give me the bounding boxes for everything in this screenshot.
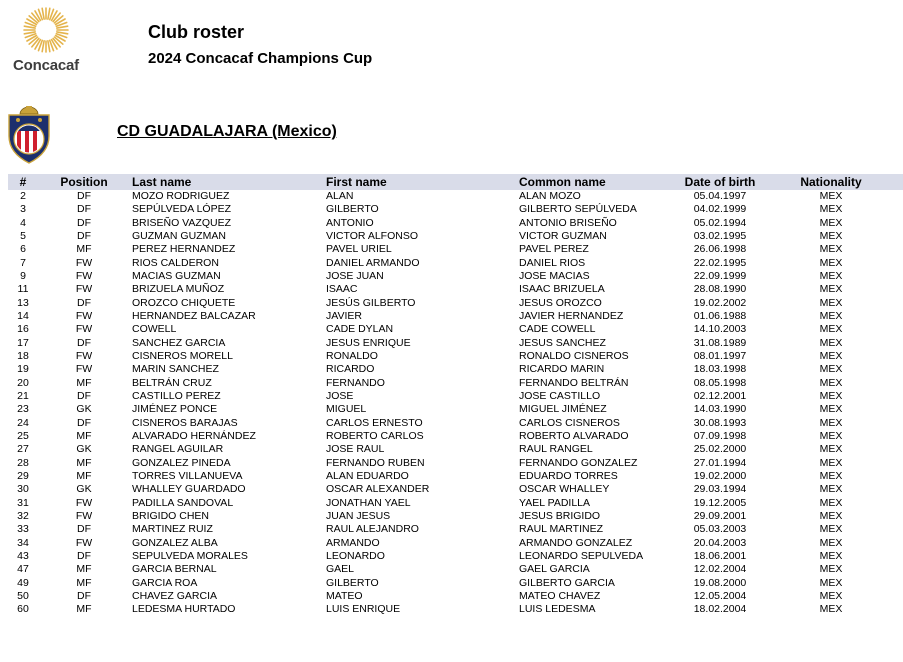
player-first-name: FERNANDO xyxy=(326,376,385,389)
player-nationality: MEX xyxy=(819,589,843,602)
player-position: MF xyxy=(76,456,92,469)
player-nationality: MEX xyxy=(819,269,843,282)
player-nationality: MEX xyxy=(819,576,843,589)
player-number: 23 xyxy=(17,403,29,416)
player-number: 4 xyxy=(20,216,26,229)
page-title: Club roster xyxy=(148,22,245,42)
player-position: DF xyxy=(77,549,91,562)
column-header-last-name: Last name xyxy=(132,175,192,189)
sun-ray xyxy=(57,32,68,34)
player-date-of-birth: 31.08.1989 xyxy=(693,336,747,349)
player-number: 25 xyxy=(17,429,29,442)
player-nationality: MEX xyxy=(819,416,843,429)
table-row xyxy=(8,337,903,350)
player-nationality: MEX xyxy=(819,296,843,309)
player-last-name: LEDESMA HURTADO xyxy=(132,603,236,616)
player-nationality: MEX xyxy=(819,376,843,389)
player-last-name: CHAVEZ GARCIA xyxy=(132,589,217,602)
player-first-name: MATEO xyxy=(326,589,363,602)
sun-ray xyxy=(42,8,44,19)
player-nationality: MEX xyxy=(819,496,843,509)
player-first-name: RAUL ALEJANDRO xyxy=(326,523,419,536)
player-position: DF xyxy=(77,416,91,429)
player-position: FW xyxy=(75,283,93,296)
sun-ray xyxy=(57,26,68,28)
player-first-name: CARLOS ERNESTO xyxy=(326,416,423,429)
player-common-name: CADE COWELL xyxy=(519,323,596,336)
player-number: 24 xyxy=(17,416,29,429)
player-date-of-birth: 07.09.1998 xyxy=(693,429,747,442)
player-common-name: JOSE CASTILLO xyxy=(519,389,601,402)
player-number: 47 xyxy=(17,563,29,576)
concacaf-logo xyxy=(6,6,86,74)
table-row xyxy=(8,537,903,550)
player-last-name: SEPULVEDA MORALES xyxy=(132,549,248,562)
player-date-of-birth: 27.01.1994 xyxy=(693,456,747,469)
player-last-name: HERNANDEZ BALCAZAR xyxy=(132,309,256,322)
player-nationality: MEX xyxy=(819,283,843,296)
player-nationality: MEX xyxy=(819,443,843,456)
player-nationality: MEX xyxy=(819,216,843,229)
player-common-name: JESUS BRIGIDO xyxy=(519,509,601,522)
player-last-name: OROZCO CHIQUETE xyxy=(132,296,236,309)
sun-ray xyxy=(42,41,44,52)
player-last-name: MARIN SANCHEZ xyxy=(132,363,219,376)
player-position: DF xyxy=(77,296,91,309)
player-last-name: SANCHEZ GARCIA xyxy=(132,336,226,349)
player-date-of-birth: 08.05.1998 xyxy=(693,376,747,389)
player-common-name: VICTOR GUZMAN xyxy=(519,229,607,242)
player-first-name: PAVEL URIEL xyxy=(326,243,392,256)
player-number: 5 xyxy=(20,229,26,242)
player-date-of-birth: 29.09.2001 xyxy=(693,509,747,522)
player-first-name: ROBERTO CARLOS xyxy=(326,429,424,442)
table-row xyxy=(8,470,903,483)
column-header-position: Position xyxy=(60,175,108,189)
table-row xyxy=(8,430,903,443)
player-number: 20 xyxy=(17,376,29,389)
table-row xyxy=(8,603,903,616)
player-first-name: JUAN JESUS xyxy=(326,509,391,522)
player-common-name: ARMANDO GONZALEZ xyxy=(519,536,633,549)
player-last-name: BRISEÑO VAZQUEZ xyxy=(132,216,231,229)
player-position: FW xyxy=(75,536,93,549)
player-first-name: GILBERTO xyxy=(326,576,379,589)
player-date-of-birth: 18.06.2001 xyxy=(693,549,747,562)
player-number: 21 xyxy=(17,389,29,402)
player-common-name: ALAN MOZO xyxy=(519,190,581,202)
player-first-name: OSCAR ALEXANDER xyxy=(326,483,430,496)
player-position: FW xyxy=(75,323,93,336)
chivas-crest-icon xyxy=(6,106,52,169)
column-header-date-of-birth: Date of birth xyxy=(684,175,756,189)
player-number: 50 xyxy=(17,589,29,602)
sun-ray xyxy=(48,41,50,52)
player-common-name: JOSE MACIAS xyxy=(519,269,590,282)
player-position: MF xyxy=(76,469,92,482)
player-number: 49 xyxy=(17,576,29,589)
player-first-name: JONATHAN YAEL xyxy=(326,496,411,509)
player-number: 13 xyxy=(17,296,29,309)
player-nationality: MEX xyxy=(819,509,843,522)
player-nationality: MEX xyxy=(819,309,843,322)
player-first-name: ANTONIO xyxy=(326,216,374,229)
player-position: MF xyxy=(76,243,92,256)
player-common-name: GAEL GARCIA xyxy=(519,563,590,576)
club-name: CD GUADALAJARA (Mexico) xyxy=(117,123,337,140)
player-last-name: JIMÉNEZ PONCE xyxy=(132,403,218,416)
player-number: 9 xyxy=(20,269,26,282)
player-date-of-birth: 19.02.2002 xyxy=(693,296,747,309)
player-nationality: MEX xyxy=(819,563,843,576)
table-row xyxy=(8,550,903,563)
player-number: 14 xyxy=(17,309,29,322)
player-date-of-birth: 18.03.1998 xyxy=(693,363,747,376)
player-position: DF xyxy=(77,336,91,349)
player-position: GK xyxy=(76,483,92,496)
player-number: 27 xyxy=(17,443,29,456)
column-header-number: # xyxy=(19,175,27,189)
player-last-name: MARTINEZ RUIZ xyxy=(132,523,213,536)
player-date-of-birth: 28.08.1990 xyxy=(693,283,747,296)
player-date-of-birth: 20.04.2003 xyxy=(693,536,747,549)
player-number: 2 xyxy=(20,190,26,202)
player-common-name: MIGUEL JIMÉNEZ xyxy=(519,403,607,416)
table-row xyxy=(8,563,903,576)
player-common-name: RAUL RANGEL xyxy=(519,443,593,456)
player-first-name: VICTOR ALFONSO xyxy=(326,229,418,242)
table-row xyxy=(8,443,903,456)
player-last-name: GUZMAN GUZMAN xyxy=(132,229,226,242)
player-common-name: OSCAR WHALLEY xyxy=(519,483,610,496)
column-header-common-name: Common name xyxy=(519,175,606,189)
player-last-name: SEPÚLVEDA LÓPEZ xyxy=(132,203,232,216)
player-nationality: MEX xyxy=(819,483,843,496)
player-date-of-birth: 26.06.1998 xyxy=(693,243,747,256)
player-date-of-birth: 05.04.1997 xyxy=(693,190,747,202)
player-number: 43 xyxy=(17,549,29,562)
table-row xyxy=(8,310,903,323)
player-nationality: MEX xyxy=(819,469,843,482)
player-nationality: MEX xyxy=(819,190,843,202)
player-date-of-birth: 08.01.1997 xyxy=(693,349,747,362)
table-row xyxy=(8,457,903,470)
player-position: MF xyxy=(76,376,92,389)
player-number: 29 xyxy=(17,469,29,482)
player-common-name: GILBERTO GARCIA xyxy=(519,576,615,589)
roster-table-header xyxy=(8,174,903,190)
sun-ray xyxy=(48,8,50,19)
player-nationality: MEX xyxy=(819,603,843,616)
player-position: MF xyxy=(76,576,92,589)
concacaf-sun-icon xyxy=(22,6,70,54)
player-number: 17 xyxy=(17,336,29,349)
player-first-name: JOSE RAUL xyxy=(326,443,385,456)
table-row xyxy=(8,403,903,416)
player-first-name: CADE DYLAN xyxy=(326,323,394,336)
player-nationality: MEX xyxy=(819,536,843,549)
player-position: DF xyxy=(77,389,91,402)
player-last-name: GONZALEZ PINEDA xyxy=(132,456,231,469)
player-number: 34 xyxy=(17,536,29,549)
player-nationality: MEX xyxy=(819,229,843,242)
player-last-name: ALVARADO HERNÁNDEZ xyxy=(132,429,256,442)
table-row xyxy=(8,377,903,390)
player-date-of-birth: 14.03.1990 xyxy=(693,403,747,416)
player-date-of-birth: 25.02.2000 xyxy=(693,443,747,456)
player-last-name: MACIAS GUZMAN xyxy=(132,269,221,282)
player-number: 30 xyxy=(17,483,29,496)
table-row xyxy=(8,417,903,430)
player-date-of-birth: 01.06.1988 xyxy=(693,309,747,322)
table-row xyxy=(8,190,903,203)
player-first-name: RICARDO xyxy=(326,363,375,376)
player-nationality: MEX xyxy=(819,403,843,416)
player-position: DF xyxy=(77,229,91,242)
player-common-name: RONALDO CISNEROS xyxy=(519,349,629,362)
player-first-name: JOSE JUAN xyxy=(326,269,384,282)
player-position: MF xyxy=(76,429,92,442)
player-last-name: TORRES VILLANUEVA xyxy=(132,469,243,482)
player-date-of-birth: 04.02.1999 xyxy=(693,203,747,216)
player-nationality: MEX xyxy=(819,256,843,269)
player-number: 3 xyxy=(20,203,26,216)
player-common-name: RICARDO MARIN xyxy=(519,363,605,376)
table-row xyxy=(8,323,903,336)
table-row xyxy=(8,523,903,536)
player-last-name: CISNEROS BARAJAS xyxy=(132,416,238,429)
player-last-name: WHALLEY GUARDADO xyxy=(132,483,246,496)
table-row xyxy=(8,297,903,310)
player-position: MF xyxy=(76,603,92,616)
player-common-name: ISAAC BRIZUELA xyxy=(519,283,605,296)
player-number: 16 xyxy=(17,323,29,336)
sun-ray xyxy=(24,32,35,34)
player-common-name: ROBERTO ALVARADO xyxy=(519,429,629,442)
player-nationality: MEX xyxy=(819,323,843,336)
player-date-of-birth: 14.10.2003 xyxy=(693,323,747,336)
column-header-nationality: Nationality xyxy=(800,175,862,189)
player-last-name: GONZALEZ ALBA xyxy=(132,536,218,549)
player-position: GK xyxy=(76,443,92,456)
player-number: 31 xyxy=(17,496,29,509)
player-position: DF xyxy=(77,203,91,216)
player-date-of-birth: 22.09.1999 xyxy=(693,269,747,282)
player-common-name: EDUARDO TORRES xyxy=(519,469,618,482)
player-nationality: MEX xyxy=(819,363,843,376)
player-first-name: FERNANDO RUBEN xyxy=(326,456,425,469)
table-row xyxy=(8,350,903,363)
player-date-of-birth: 22.02.1995 xyxy=(693,256,747,269)
player-position: FW xyxy=(75,269,93,282)
player-position: FW xyxy=(75,363,93,376)
player-position: FW xyxy=(75,496,93,509)
player-date-of-birth: 29.03.1994 xyxy=(693,483,747,496)
player-last-name: MOZO RODRIGUEZ xyxy=(132,190,230,202)
player-common-name: LEONARDO SEPULVEDA xyxy=(519,549,644,562)
player-nationality: MEX xyxy=(819,203,843,216)
table-row xyxy=(8,243,903,256)
table-row xyxy=(8,577,903,590)
player-first-name: MIGUEL xyxy=(326,403,367,416)
player-first-name: ALAN EDUARDO xyxy=(326,469,409,482)
table-row xyxy=(8,497,903,510)
table-row xyxy=(8,270,903,283)
player-date-of-birth: 19.08.2000 xyxy=(693,576,747,589)
player-first-name: GAEL xyxy=(326,563,355,576)
page-subtitle: 2024 Concacaf Champions Cup xyxy=(148,50,373,67)
player-first-name: ARMANDO xyxy=(326,536,380,549)
player-common-name: YAEL PADILLA xyxy=(519,496,591,509)
player-number: 6 xyxy=(20,243,26,256)
player-last-name: CASTILLO PEREZ xyxy=(132,389,221,402)
player-first-name: JESUS ENRIQUE xyxy=(326,336,411,349)
player-last-name: CISNEROS MORELL xyxy=(132,349,233,362)
player-nationality: MEX xyxy=(819,243,843,256)
player-last-name: GARCIA ROA xyxy=(132,576,198,589)
table-row xyxy=(8,590,903,603)
player-number: 60 xyxy=(17,603,29,616)
player-date-of-birth: 03.02.1995 xyxy=(693,229,747,242)
player-common-name: MATEO CHAVEZ xyxy=(519,589,601,602)
player-position: DF xyxy=(77,190,91,202)
player-common-name: CARLOS CISNEROS xyxy=(519,416,620,429)
player-first-name: RONALDO xyxy=(326,349,378,362)
player-date-of-birth: 19.02.2000 xyxy=(693,469,747,482)
player-common-name: JESUS SANCHEZ xyxy=(519,336,606,349)
sun-ray xyxy=(24,26,35,28)
player-common-name: LUIS LEDESMA xyxy=(519,603,596,616)
player-number: 18 xyxy=(17,349,29,362)
player-date-of-birth: 18.02.2004 xyxy=(693,603,747,616)
player-last-name: RANGEL AGUILAR xyxy=(132,443,224,456)
player-position: FW xyxy=(75,256,93,269)
player-first-name: LUIS ENRIQUE xyxy=(326,603,401,616)
player-number: 7 xyxy=(20,256,26,269)
player-last-name: GARCIA BERNAL xyxy=(132,563,217,576)
player-first-name: LEONARDO xyxy=(326,549,385,562)
player-position: DF xyxy=(77,523,91,536)
player-date-of-birth: 30.08.1993 xyxy=(693,416,747,429)
player-first-name: DANIEL ARMANDO xyxy=(326,256,420,269)
player-last-name: PADILLA SANDOVAL xyxy=(132,496,234,509)
player-position: MF xyxy=(76,563,92,576)
player-date-of-birth: 19.12.2005 xyxy=(693,496,747,509)
roster-table-body xyxy=(8,190,903,617)
player-common-name: ANTONIO BRISEÑO xyxy=(519,216,617,229)
player-number: 32 xyxy=(17,509,29,522)
player-number: 19 xyxy=(17,363,29,376)
player-common-name: PAVEL PEREZ xyxy=(519,243,589,256)
player-first-name: ALAN xyxy=(326,190,354,202)
table-row xyxy=(8,257,903,270)
player-common-name: JAVIER HERNANDEZ xyxy=(519,309,624,322)
player-date-of-birth: 05.03.2003 xyxy=(693,523,747,536)
player-common-name: GILBERTO SEPÚLVEDA xyxy=(519,203,637,216)
player-nationality: MEX xyxy=(819,523,843,536)
player-number: 28 xyxy=(17,456,29,469)
player-date-of-birth: 02.12.2001 xyxy=(693,389,747,402)
player-last-name: BRIZUELA MUÑOZ xyxy=(132,283,225,296)
player-position: FW xyxy=(75,509,93,522)
player-position: FW xyxy=(75,349,93,362)
player-date-of-birth: 12.05.2004 xyxy=(693,589,747,602)
player-common-name: RAUL MARTINEZ xyxy=(519,523,604,536)
table-row xyxy=(8,203,903,216)
player-position: FW xyxy=(75,309,93,322)
player-last-name: COWELL xyxy=(132,323,177,336)
concacaf-wordmark: Concacaf xyxy=(13,57,79,74)
player-last-name: BELTRÁN CRUZ xyxy=(132,376,212,389)
column-header-first-name: First name xyxy=(326,175,387,189)
player-first-name: JOSE xyxy=(326,389,354,402)
player-position: DF xyxy=(77,589,91,602)
player-last-name: RIOS CALDERON xyxy=(132,256,219,269)
player-nationality: MEX xyxy=(819,349,843,362)
player-date-of-birth: 12.02.2004 xyxy=(693,563,747,576)
player-common-name: FERNANDO GONZALEZ xyxy=(519,456,638,469)
player-first-name: ISAAC xyxy=(326,283,358,296)
player-last-name: BRIGIDO CHEN xyxy=(132,509,210,522)
player-common-name: DANIEL RIOS xyxy=(519,256,586,269)
player-common-name: FERNANDO BELTRÁN xyxy=(519,376,629,389)
player-date-of-birth: 05.02.1994 xyxy=(693,216,747,229)
table-row xyxy=(8,230,903,243)
player-number: 33 xyxy=(17,523,29,536)
player-nationality: MEX xyxy=(819,389,843,402)
player-position: DF xyxy=(77,216,91,229)
table-row xyxy=(8,483,903,496)
player-last-name: PEREZ HERNANDEZ xyxy=(132,243,236,256)
table-row xyxy=(8,283,903,296)
player-common-name: JESUS OROZCO xyxy=(519,296,602,309)
player-first-name: JESÚS GILBERTO xyxy=(326,296,416,309)
table-row xyxy=(8,390,903,403)
table-row xyxy=(8,217,903,230)
player-nationality: MEX xyxy=(819,549,843,562)
player-nationality: MEX xyxy=(819,456,843,469)
player-first-name: GILBERTO xyxy=(326,203,379,216)
player-position: GK xyxy=(76,403,92,416)
player-nationality: MEX xyxy=(819,429,843,442)
player-nationality: MEX xyxy=(819,336,843,349)
table-row xyxy=(8,510,903,523)
player-number: 11 xyxy=(17,283,29,296)
table-row xyxy=(8,363,903,376)
player-first-name: JAVIER xyxy=(326,309,362,322)
